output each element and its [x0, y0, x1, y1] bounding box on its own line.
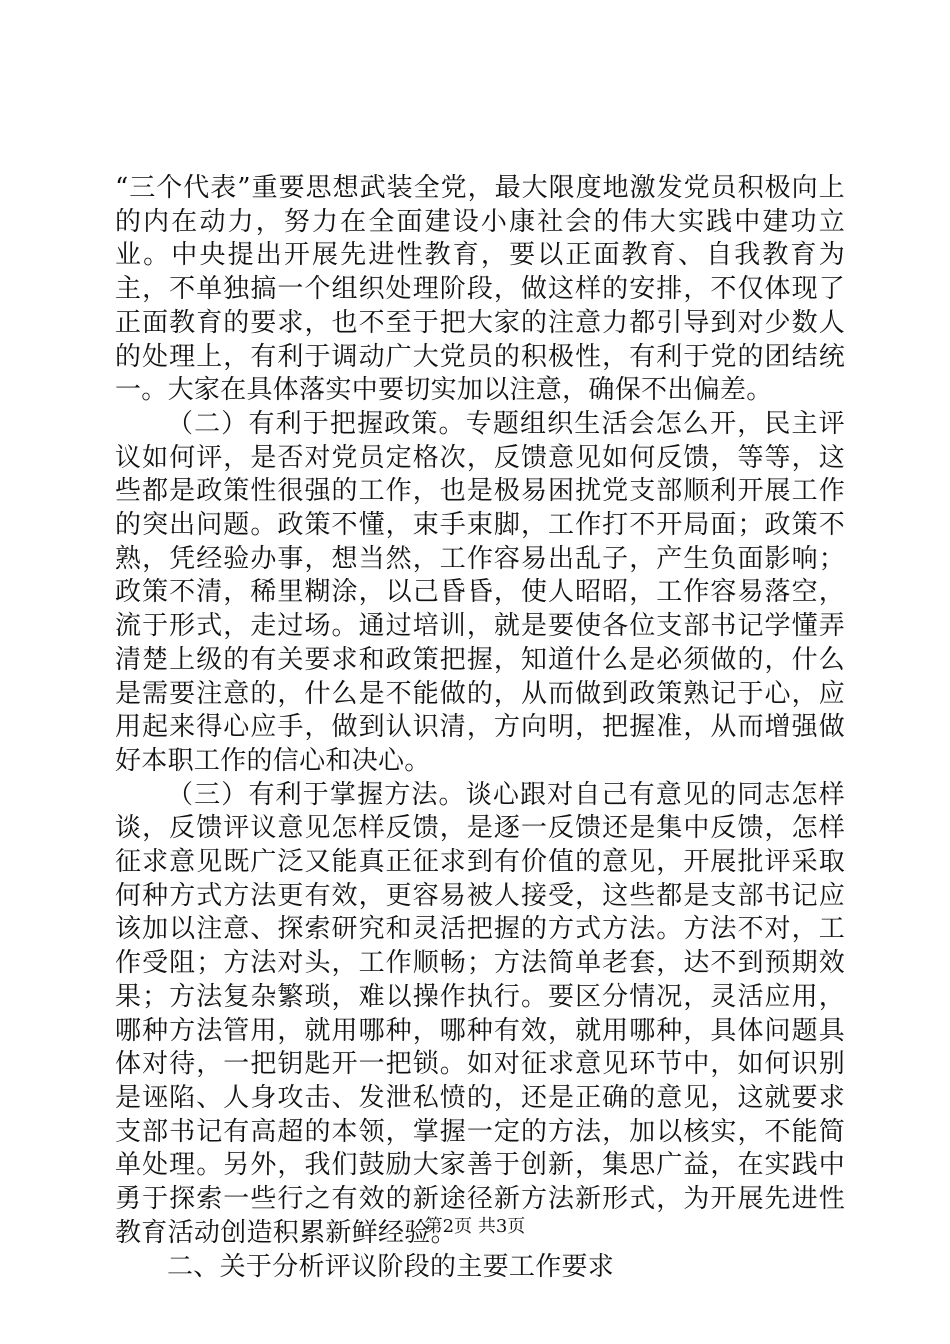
paragraph-policy: （二）有利于把握政策。专题组织生活会怎么开，民主评议如何评，是否对党员定格次，反馈意见如何反馈，等等，这些都是政策性很强的工作，也是极易困扰党支部顺利开展工作的突出问题。政策不懂，束手束脚，工作打不开局面；政策不熟，凭经验办事，想当然，工作容易出乱子，产生负面影响；政策不清，稀里糊涂，以己昏昏，使人昭昭，工作容易落空，流于形式，走过场。通过培训，就是要使各位支部书记学懂弄清楚上级的有关要求和政策把握，知道什么是必须做的，什么是需要注意的，什么是不能做的，从而做到政策熟记于心，应用起来得心应手，做到认识清，方向明，把握准，从而增强做好本职工作的信心和决心。 [115, 408, 845, 776]
paragraph-continuation: “三个代表”重要思想武装全党，最大限度地激发党员积极向上的内在动力，努力在全面建设小康社会的伟大实践中建功立业。中央提出开展先进性教育，要以正面教育、自我教育为主，不单独搞一个组织处理阶段，做这样的安排，不仅体现了正面教育的要求，也不至于把大家的注意力都引导到对少数人的处理上，有利于调动广大党员的积极性，有利于党的团结统一。大家在具体落实中要切实加以注意，确保不出偏差。 [115, 173, 845, 406]
paragraph-method: （三）有利于掌握方法。谈心跟对自己有意见的同志怎样谈，反馈评议意见怎样反馈，是逐一反馈还是集中反馈，怎样征求意见既广泛又能真正征求到有价值的意见，开展批评采取何种方式方法更有效，更容易被人接受，这些都是支部书记应该加以注意、探索研究和灵活把握的方式方法。方法不对，工作受阻；方法对头，工作顺畅；方法简单老套，达不到预期效果；方法复杂繁琐，难以操作执行。要区分情况，灵活应用，哪种方法管用，就用哪种，哪种有效，就用哪种，具体问题具体对待，一把钥匙开一把锁。如对征求意见环节中，如何识别是诬陷、人身攻击、发泄私愤的，还是正确的意见，这就要求支部书记有高超的本领，掌握一定的方法，加以核实，不能简单处理。另外，我们鼓励大家善于创新，集思广益，在实践中勇于探索一些行之有效的新途径新方法新形式，为开展先进性教育活动创造积累新鲜经验。 [115, 779, 845, 1248]
document-body [115, 172, 845, 1284]
page-number-footer: 第2页 共3页 [424, 1216, 526, 1237]
section-heading: 二、关于分析评议阶段的主要工作要求 [167, 1251, 615, 1282]
